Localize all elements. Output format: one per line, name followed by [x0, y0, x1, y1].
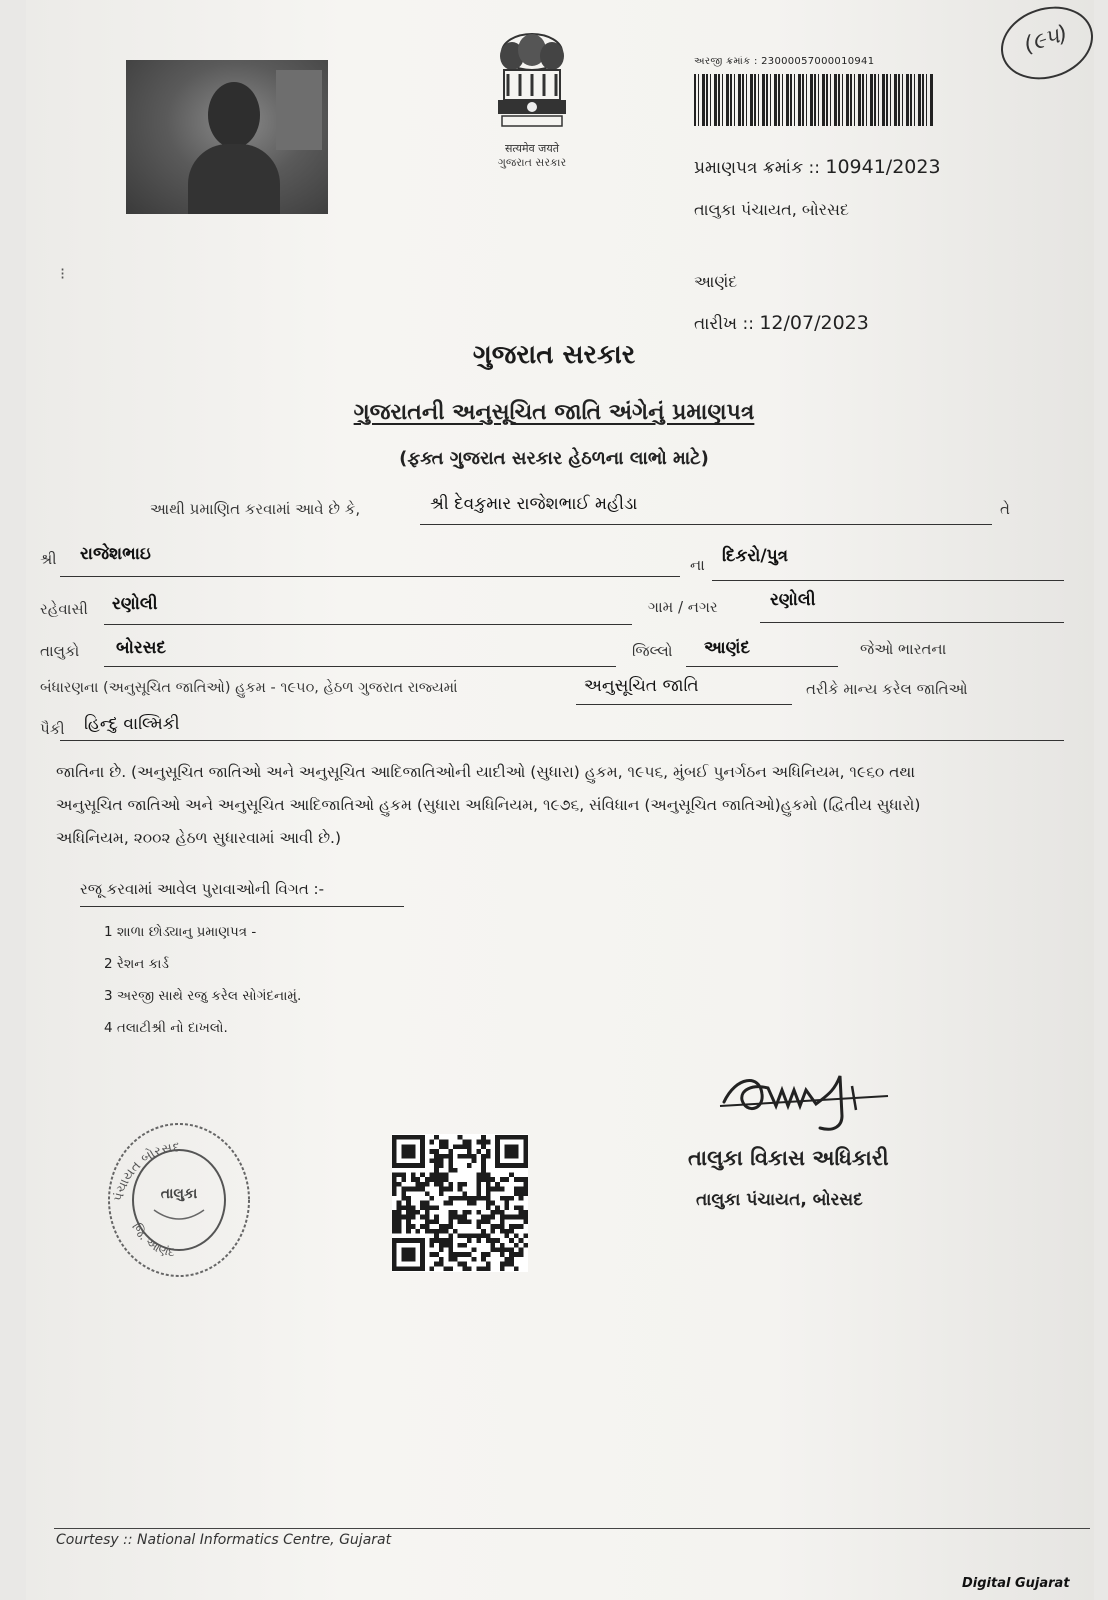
signatory-designation: તાલુકા વિકાસ અધિકારી: [688, 1146, 889, 1170]
photo-background: [276, 70, 322, 150]
certificate-title-text: ગુજરાતની અનુસૂચિત જાતિ અંગેનું પ્રમાણપત્ર: [353, 400, 755, 425]
village-label: ગામ / નગર: [648, 598, 718, 616]
category-value: અનુસૂચિત જાતિ: [584, 676, 699, 696]
intro-text: આથી પ્રમાણિત કરવામાં આવે છે કે,: [150, 500, 361, 518]
resident-label: રહેવાસી: [40, 600, 88, 618]
legal-line-1: જાતિના છે. (અનુસૂચિત જાતિઓ અને અનુસૂચિત આદિજાતિઓની યાદીઓ (સુધારા) હુકમ, ૧૯૫૬, મુંબઈ પુનર્ગઠન અધિનિયમ, ૧૯૬૦ તથા: [56, 763, 916, 781]
signature-icon: [716, 1066, 896, 1138]
evidence-item: 2 રેશન કાર્ડ: [104, 956, 169, 972]
issuing-office: તાલુકા પંચાયત, બોરસદ: [694, 200, 849, 219]
holder-name: શ્રી દેવકુમાર રાજેશભાઈ મહીડા: [430, 494, 638, 514]
category-line: [576, 704, 792, 705]
district-value: આણંદ: [704, 638, 750, 658]
evidence-item: 1 શાળા છોડ્યાનુ પ્રમાણપત્ર -: [104, 924, 257, 940]
village-value: રણોલી: [770, 590, 816, 610]
certificate-no-value: 10941/2023: [825, 156, 941, 178]
among-label: પૈકી: [40, 720, 65, 738]
evidence-item: 3 અરજી સાથે રજુ કરેલ સોગંદનામું.: [104, 988, 302, 1004]
recognized-text: તરીકે માન્ય કરેલ જાતિઓ: [806, 680, 968, 698]
te-text: તે: [1000, 500, 1010, 518]
svg-text:જિ. આણંદ: [129, 1220, 176, 1259]
government-heading: ગુજરાત સરકાર: [472, 340, 636, 370]
emblem-caption: [470, 142, 594, 170]
footer-divider: [54, 1528, 1090, 1529]
constitution-text: બંધારણના (અનુસૂચિત જાતિઓ) હુકમ - ૧૯૫૦, હેઠળ ગુજરાત રાજ્યમાં: [40, 680, 458, 696]
evidence-heading: રજૂ કરવામાં આવેલ પુરાવાઓની વિગત :-: [80, 880, 325, 898]
taluka-label: તાલુકો: [40, 642, 80, 660]
application-no-label: અરજી ક્રમાંક :: [694, 56, 758, 67]
village-line: [760, 622, 1064, 623]
date-label: તારીખ ::: [694, 314, 754, 334]
applicant-photo: [126, 60, 328, 214]
seal-bottom-text: જિ. આણંદ: [129, 1220, 176, 1260]
holder-name-line: [420, 524, 992, 525]
date-value: 12/07/2023: [759, 312, 869, 334]
evidence-item: 4 તલાટીશ્રી નો દાખલો.: [104, 1020, 228, 1036]
legal-line-2: અનુસૂચિત જાતિઓ અને અનુસૂચિત આદિજાતિઓ હુકમ (સુધારા અધિનિયમ, ૧૯૭૬, સંવિધાન (અનુસૂચિત જાતિઓ)હુકમો (દ્વિતીય સુધારો): [56, 796, 921, 814]
certificate-subtitle: (ફક્ત ગુજરાત સરકાર હેઠળના લાભો માટે): [399, 448, 709, 469]
india-text: જેઓ ભારતના: [860, 640, 947, 658]
national-emblem-icon: [482, 30, 582, 132]
resident-value: રણોલી: [112, 594, 158, 614]
district-line: [686, 666, 838, 667]
father-name-line: [60, 576, 680, 577]
emblem-motto: सत्यमेव जयते: [504, 142, 559, 155]
application-no-value: 23000057000010941: [761, 56, 875, 67]
corner-mark: (૯૫): [991, 0, 1102, 91]
taluka-line: [104, 666, 616, 667]
relation-line: [712, 580, 1064, 581]
seal-center-text: તાલુકા: [160, 1186, 198, 1202]
seal-ring-text: પંચાયત બોરસદ: [111, 1140, 181, 1203]
caste-value: હિન્દુ વાલ્મિકી: [84, 714, 180, 734]
stray-mark: ⁝: [60, 264, 66, 283]
signatory-office: તાલુકા પંચાયત, બોરસદ: [696, 1190, 863, 1210]
legal-line-3: અધિનિયમ, ૨૦૦૨ હેઠળ સુધારવામાં આવી છે.): [56, 829, 342, 847]
taluka-value: બોરસદ: [116, 638, 166, 658]
application-number: [694, 56, 874, 67]
certificate-number: [694, 156, 941, 178]
district-label: જિલ્લો: [632, 642, 673, 660]
certificate-no-label: પ્રમાણપત્ર ક્રમાંક ::: [694, 158, 820, 178]
barcode-icon: [694, 74, 934, 126]
father-name: રાજેશભાઇ: [80, 544, 151, 564]
issuing-district: આણંદ: [694, 272, 738, 291]
relation: દિકરો/પુત્ર: [722, 546, 789, 566]
resident-line: [104, 624, 632, 625]
evidence-heading-line: [80, 906, 404, 907]
certificate-title: [0, 400, 1108, 425]
issue-date: [694, 312, 869, 334]
legal-paragraph: [56, 756, 1056, 855]
photo-body: [188, 144, 280, 214]
shri-label: શ્રી: [40, 550, 57, 568]
photo-head: [208, 82, 260, 148]
courtesy-text: Courtesy :: National Informatics Centre, Gujarat: [56, 1532, 392, 1548]
caste-line: [60, 740, 1064, 741]
emblem-govt: ગુજરાત સરકાર: [497, 156, 567, 169]
na-text: ના: [690, 556, 705, 574]
digital-gujarat-brand: Digital Gujarat: [962, 1576, 1070, 1591]
